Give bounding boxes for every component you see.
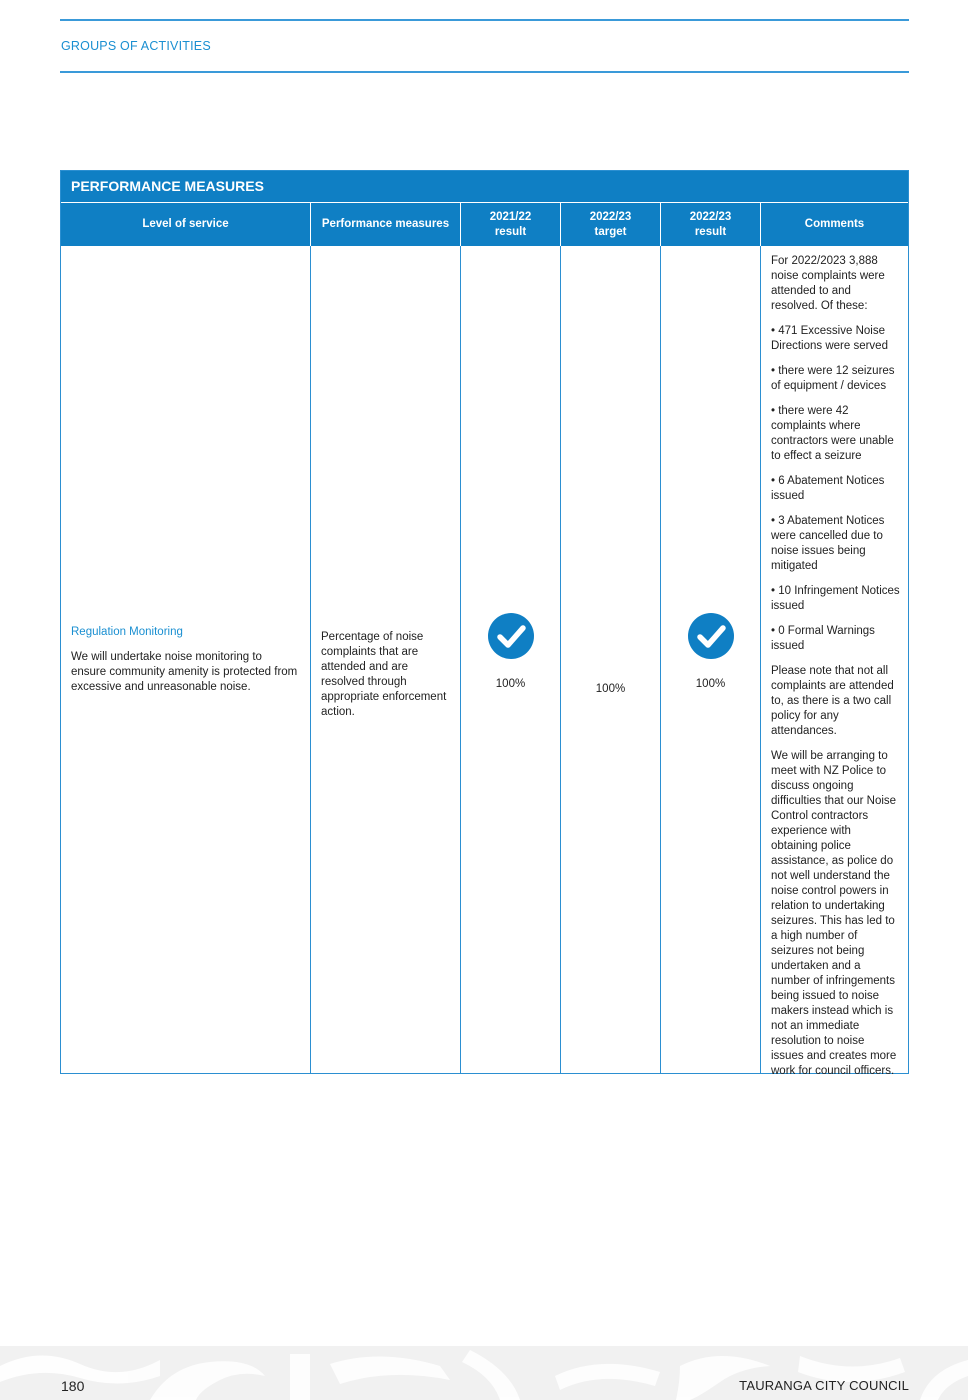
level-of-service-description: We will undertake noise monitoring to ensure community amenity is protected from excessive and unreasonable noise. <box>71 650 298 693</box>
result-2122-value: 100% <box>495 678 526 690</box>
col-header-comments <box>761 203 908 246</box>
comments-cell <box>761 246 908 1077</box>
top-rule <box>60 19 909 21</box>
col-header-result-2122 <box>461 203 561 246</box>
level-of-service-cell <box>61 246 311 1073</box>
col-header-measures-label: Performance measures <box>321 218 450 230</box>
result-2223-cell <box>661 246 761 1073</box>
comment-paragraph: • there were 42 complaints where contractors were unable to effect a seizure <box>771 405 894 462</box>
result-2223-value: 100% <box>695 678 726 690</box>
table-title: PERFORMANCE MEASURES <box>61 171 908 203</box>
col-header-result-2223-label: 2022/23 result <box>689 210 732 238</box>
comment-paragraph: For 2022/2023 3,888 noise complaints were attended to and resolved. Of these: <box>771 255 885 312</box>
performance-measure-text: Percentage of noise complaints that are attended and are resolved through appropriate enforcement action. <box>321 630 447 718</box>
col-header-measures <box>311 203 461 246</box>
section-label: GROUPS OF ACTIVITIES <box>61 39 211 53</box>
council-name: TAURANGA CITY COUNCIL <box>739 1378 909 1393</box>
target-2223-cell <box>561 246 661 1073</box>
check-circle-icon <box>488 613 534 659</box>
col-header-comments-label: Comments <box>804 218 865 230</box>
col-header-target-2223 <box>561 203 661 246</box>
comment-paragraph: • there were 12 seizures of equipment / devices <box>771 365 895 392</box>
col-header-result-2223 <box>661 203 761 246</box>
col-header-result-2122-label: 2021/22 result <box>489 210 532 238</box>
table-header-row <box>61 203 908 246</box>
col-header-level-label: Level of service <box>142 218 229 230</box>
comment-paragraph: • 10 Infringement Notices issued <box>771 585 900 612</box>
performance-measures-table <box>60 170 909 1077</box>
comment-paragraph: • 3 Abatement Notices were cancelled due to noise issues being mitigated <box>771 515 885 572</box>
col-header-target-2223-label: 2022/23 target <box>589 210 632 238</box>
check-circle-icon <box>688 613 734 659</box>
page-number: 180 <box>61 1378 85 1394</box>
result-2122-cell <box>461 246 561 1073</box>
target-2223-value: 100% <box>595 683 626 695</box>
comment-paragraph: We will be arranging to meet with NZ Police to discuss ongoing difficulties that our Noise Control contractors experience with obtaining police assistance, as police do not well understand the noise control powers in relation to undertaking seizures. This has led to a high number of seizures not being undertaken and a number of infringements being issued to noise makers instead which is not an immediate resolution to noise issues and creates more work for council officers. <box>771 750 897 1077</box>
comment-paragraph: • 6 Abatement Notices issued <box>771 475 885 502</box>
level-of-service-title: Regulation Monitoring <box>71 625 183 638</box>
header-rule <box>60 71 909 73</box>
col-header-level <box>61 203 311 246</box>
comment-paragraph: • 0 Formal Warnings issued <box>771 625 875 652</box>
comment-paragraph: Please note that not all complaints are attended to, as there is a two call policy for any attendances. <box>771 665 894 737</box>
comment-paragraph: • 471 Excessive Noise Directions were served <box>771 325 888 352</box>
performance-measure-cell <box>311 246 461 1073</box>
table-row <box>61 246 908 1077</box>
